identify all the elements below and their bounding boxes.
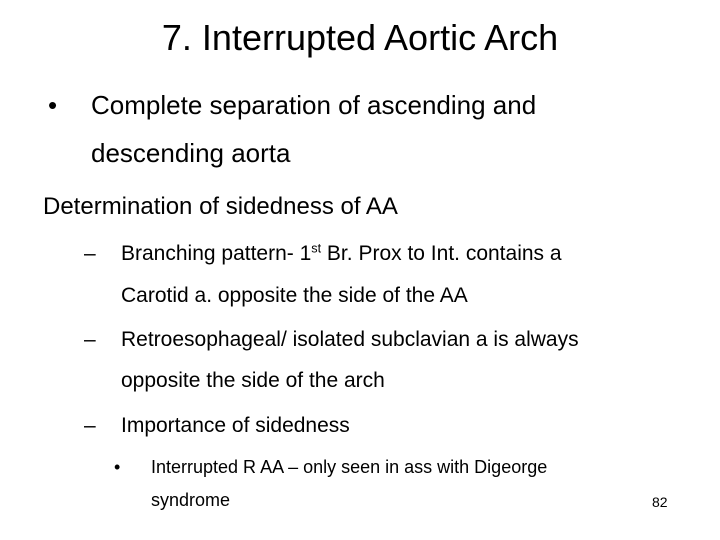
sub-item-text-line1: Retroesophageal/ isolated subclavian a is always [121, 328, 579, 351]
sub-item-marker: – [84, 242, 96, 265]
sub-item-text-line1 [121, 242, 562, 266]
sub-sub-item-marker: • [114, 457, 121, 477]
sub-item-text-line1: Importance of sidedness [121, 414, 350, 437]
sub-item-marker: – [84, 414, 96, 437]
ordinal-suffix: st [311, 241, 322, 256]
bullet-text-line2: descending aorta [91, 138, 291, 168]
page-number: 82 [652, 494, 668, 510]
sub-item-text-line2: Carotid a. opposite the side of the AA [121, 284, 468, 307]
sub-item-text-line2: opposite the side of the arch [121, 369, 385, 392]
sub-sub-item-text-line2: syndrome [151, 490, 231, 510]
sub-item-text-pre: Branching pattern- 1 [121, 242, 312, 265]
sub-item-text-post: Br. Prox to Int. contains a [321, 242, 562, 265]
sub-sub-item-text-line1: Interrupted R AA – only seen in ass with Digeorge [151, 457, 548, 477]
sub-item-marker: – [84, 328, 96, 351]
section-heading: Determination of sidedness of AA [43, 193, 398, 220]
bullet-marker: • [48, 90, 58, 120]
slide-title: 7. Interrupted Aortic Arch [161, 17, 559, 58]
bullet-text-line1: Complete separation of ascending and [91, 90, 537, 120]
